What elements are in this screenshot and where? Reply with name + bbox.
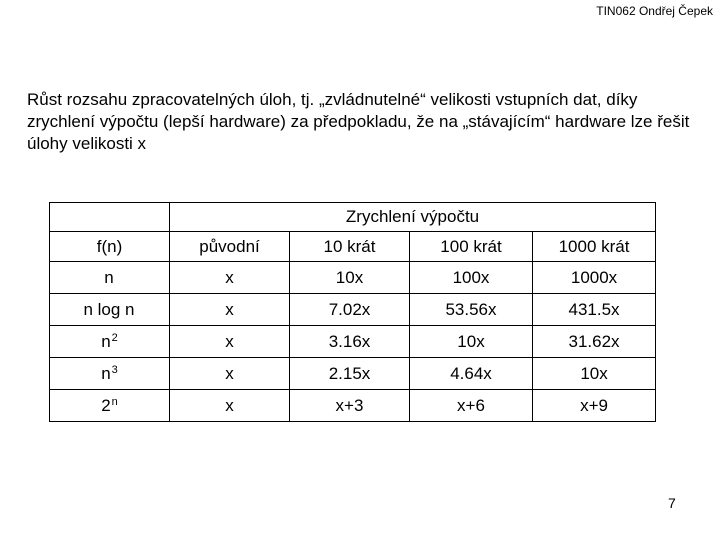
table-cell: x: [170, 358, 290, 390]
table-corner-cell: [50, 203, 170, 232]
table-column-header-row: [50, 232, 656, 262]
table-cell: x+9: [533, 390, 656, 422]
function-cell: [50, 262, 170, 294]
column-header-100x: 100 krát: [410, 232, 533, 262]
table-cell: 4.64x: [410, 358, 533, 390]
table-cell: x: [170, 294, 290, 326]
table-cell: x: [170, 390, 290, 422]
column-header-fn: f(n): [50, 232, 170, 262]
speedup-group-header: Zrychlení výpočtu: [170, 203, 656, 232]
page-number: 7: [668, 495, 676, 511]
table-cell: x: [170, 326, 290, 358]
table-row: [50, 326, 656, 358]
column-header-1000x: 1000 krát: [533, 232, 656, 262]
table-row: [50, 358, 656, 390]
function-exponent: 2: [111, 331, 118, 344]
table-cell: 100x: [410, 262, 533, 294]
table-cell: x+3: [290, 390, 410, 422]
table-cell: 7.02x: [290, 294, 410, 326]
function-base: n log n: [83, 299, 135, 319]
table-cell: 53.56x: [410, 294, 533, 326]
function-cell: [50, 294, 170, 326]
function-base: n: [101, 363, 111, 383]
table-cell: 2.15x: [290, 358, 410, 390]
table-cell: 3.16x: [290, 326, 410, 358]
table-cell: 31.62x: [533, 326, 656, 358]
table-cell: x: [170, 262, 290, 294]
function-base: n: [104, 267, 114, 287]
function-base: 2: [101, 395, 111, 415]
table-cell: 431.5x: [533, 294, 656, 326]
table-cell: 10x: [410, 326, 533, 358]
function-exponent: 3: [111, 363, 118, 376]
table-group-header-row: [50, 203, 656, 232]
table-cell: x+6: [410, 390, 533, 422]
column-header-10x: 10 krát: [290, 232, 410, 262]
speedup-table: [49, 202, 656, 422]
table-cell: 10x: [290, 262, 410, 294]
column-header-original: původní: [170, 232, 290, 262]
table-row: [50, 262, 656, 294]
function-exponent: n: [111, 395, 118, 408]
function-cell: [50, 326, 170, 358]
table-row: [50, 294, 656, 326]
table-row: [50, 390, 656, 422]
slide-header: TIN062 Ondřej Čepek: [596, 4, 713, 18]
function-cell: [50, 358, 170, 390]
table-cell: 10x: [533, 358, 656, 390]
table-cell: 1000x: [533, 262, 656, 294]
function-base: n: [101, 331, 111, 351]
function-cell: [50, 390, 170, 422]
intro-paragraph: Růst rozsahu zpracovatelných úloh, tj. „zvládnutelné“ velikosti vstupních dat, díky zrychlení výpočtu (lepší hardware) za předpokladu, že na „stávajícím“ hardware lze řešit úlohy velikosti x: [27, 90, 690, 153]
